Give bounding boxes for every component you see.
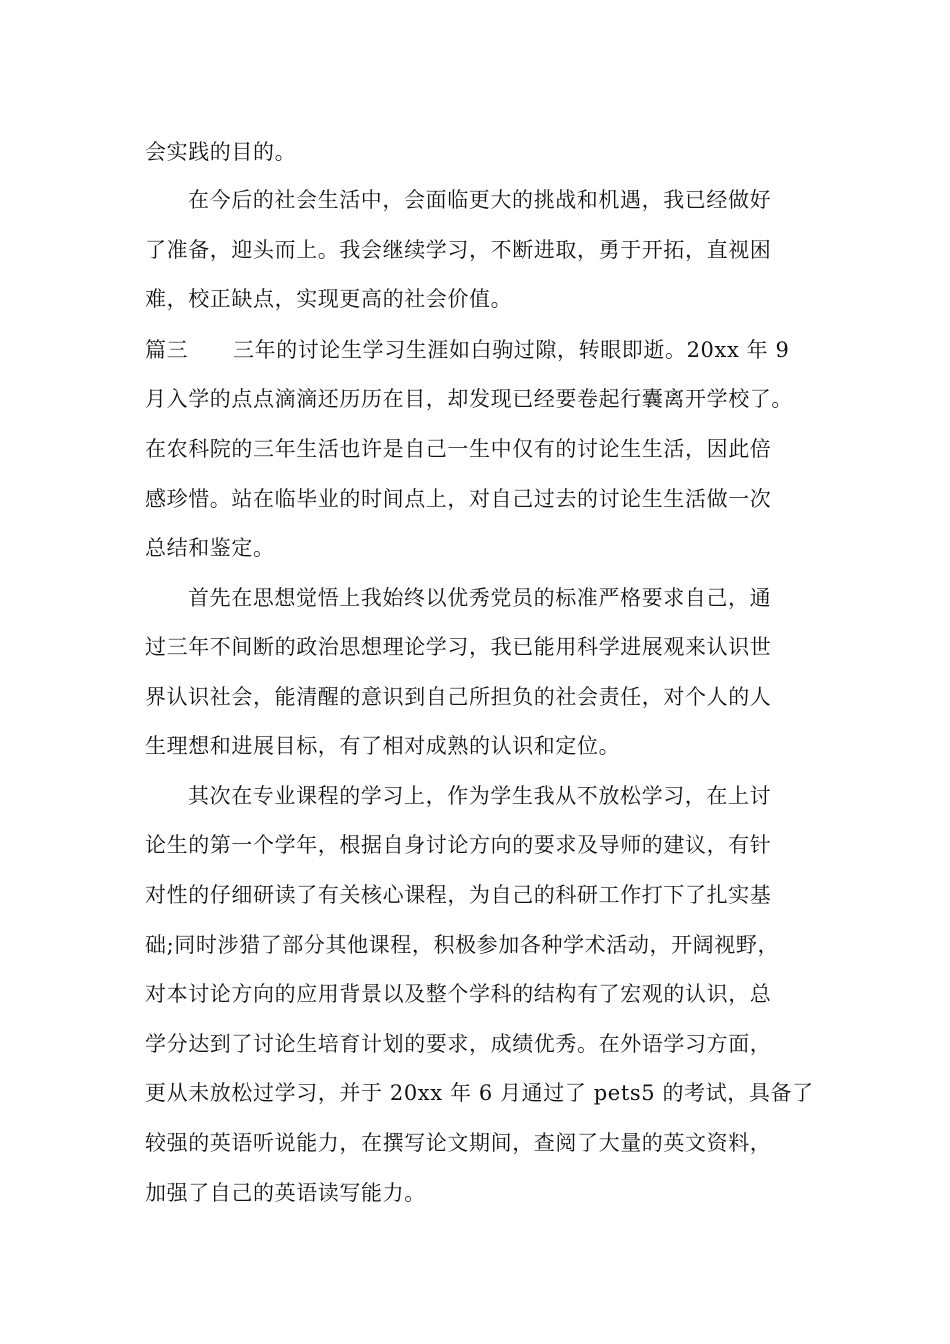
text-line-12: 界认识社会，能清醒的意识到自己所担负的社会责任，对个人的人 (145, 685, 772, 709)
text-line-19: 学分达到了讨论生培育计划的要求，成绩优秀。在外语学习方面， (145, 1032, 772, 1056)
text-line-1: 会实践的目的。 (145, 140, 297, 164)
text-line-21: 较强的英语听说能力，在撰写论文期间，查阅了大量的英文资料， (145, 1131, 772, 1155)
text-line-2: 在今后的社会生活中，会面临更大的挑战和机遇，我已经做好 (188, 188, 772, 212)
text-line-13: 生理想和进展目标，有了相对成熟的认识和定位。 (145, 734, 621, 758)
text-line-18: 对本讨论方向的应用背景以及整个学科的结构有了宏观的认识，总 (145, 982, 772, 1006)
text-line-16: 对性的仔细研读了有关核心课程，为自己的科研工作打下了扎实基 (145, 883, 772, 907)
text-line-10: 首先在思想觉悟上我始终以优秀党员的标准严格要求自己，通 (188, 586, 772, 610)
text-line-20: 更从未放松过学习，并于 20xx 年 6 月通过了 pets5 的考试，具备了 (145, 1081, 814, 1105)
text-line-17: 础;同时涉猎了部分其他课程，积极参加各种学术活动，开阔视野， (145, 933, 780, 957)
section-label: 篇三 (145, 338, 189, 362)
text-line-7: 在农科院的三年生活也许是自己一生中仅有的讨论生生活，因此倍 (145, 437, 772, 461)
text-line-14: 其次在专业课程的学习上，作为学生我从不放松学习，在上讨 (188, 784, 772, 808)
text-line-4: 难，校正缺点，实现更高的社会价值。 (145, 287, 513, 311)
text-line-9: 总结和鉴定。 (145, 536, 275, 560)
text-line-3: 了准备，迎头而上。我会继续学习，不断进取，勇于开拓，直视困 (145, 238, 772, 262)
text-line-5: 三年的讨论生学习生涯如白驹过隙，转眼即逝。20xx 年 9 (233, 338, 790, 362)
text-line-15: 论生的第一个学年，根据自身讨论方向的要求及导师的建议，有针 (145, 833, 772, 857)
text-line-11: 过三年不间断的政治思想理论学习，我已能用科学进展观来认识世 (145, 635, 772, 659)
text-line-22: 加强了自己的英语读写能力。 (145, 1181, 426, 1205)
text-line-6: 月入学的点点滴滴还历历在目，却发现已经要卷起行囊离开学校了。 (145, 387, 793, 411)
text-line-8: 感珍惜。站在临毕业的时间点上，对自己过去的讨论生生活做一次 (145, 487, 772, 511)
